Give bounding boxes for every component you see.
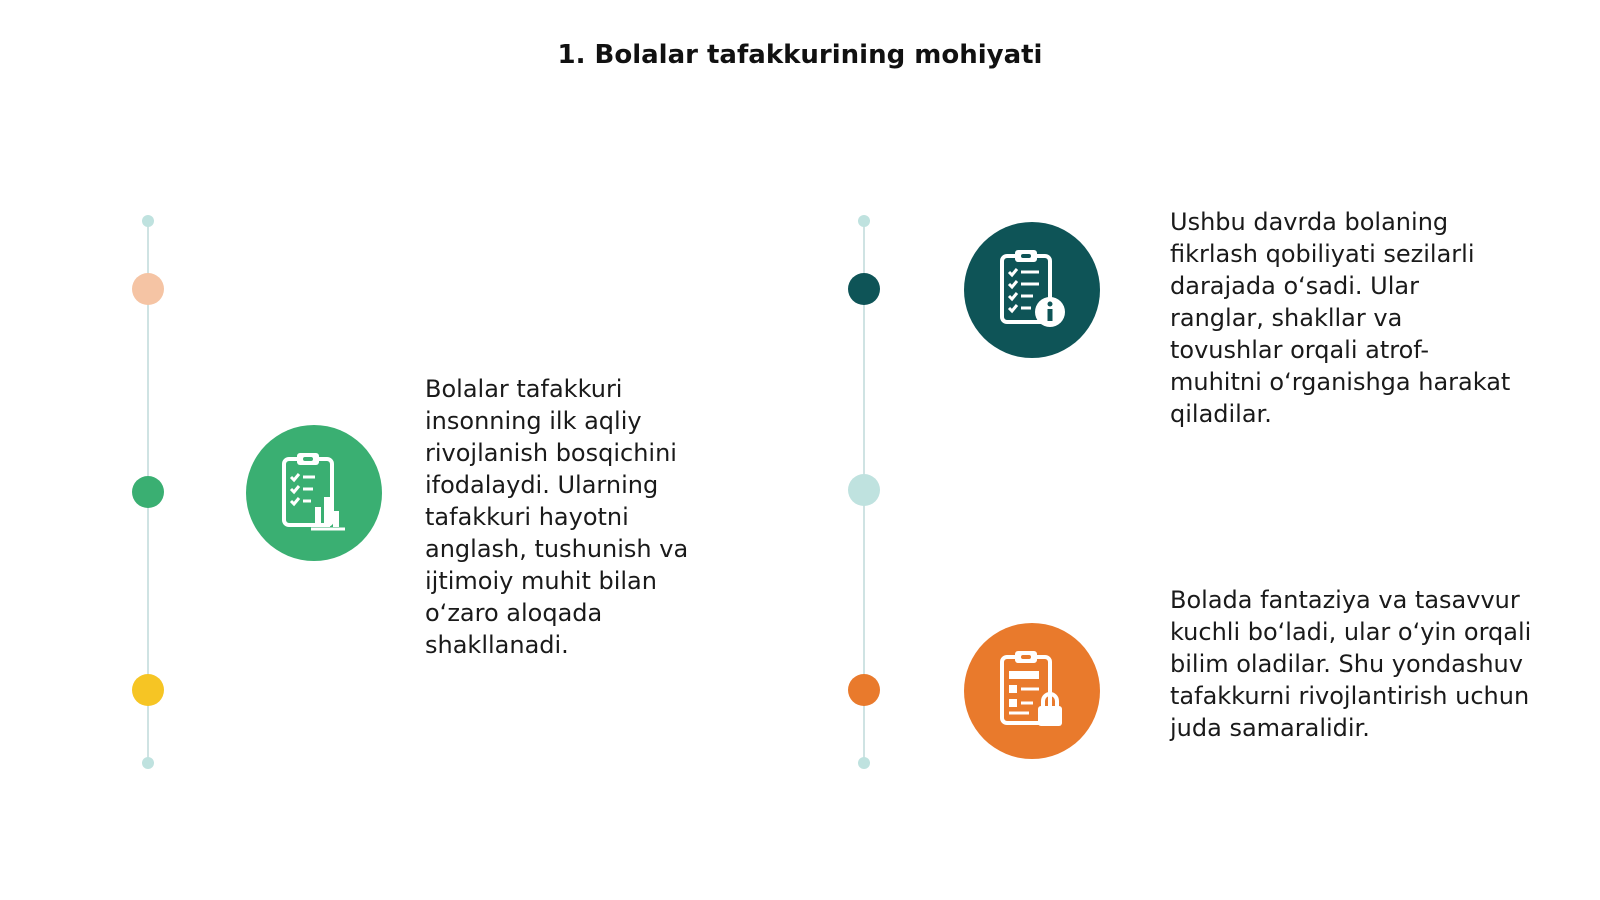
block-2-text: Ushbu davrda bolaning fikrlash qobiliyati sezilarli darajada o‘sadi. Ular ranglar, shakllar va tovushlar orqali atrof-muhitni o‘rganishga harakat qiladilar.: [1170, 208, 1511, 428]
right-timeline-dot-teal: [848, 273, 880, 305]
right-timeline-dot-orange: [848, 674, 880, 706]
left-timeline-top-cap: [142, 215, 154, 227]
page-title: 1. Bolalar tafakkurining mohiyati: [557, 40, 1043, 70]
block-1-text: Bolalar tafakkuri insonning ilk aqliy rivojlanish bosqichini ifodalaydi. Ularning tafakkuri hayotni anglash, tushunish va ijtimoiy muhit bilan o‘zaro aloqada shakllanadi.: [425, 375, 689, 659]
clipboard-chart-icon: [246, 425, 382, 561]
clipboard-info-icon: [964, 222, 1100, 358]
block-3-text: Bolada fantaziya va tasavvur kuchli bo‘ladi, ular o‘yin orqali bilim oladilar. Shu yondashuv tafakkurni rivojlantirish uchun juda samaralidir.: [1170, 586, 1532, 742]
left-timeline-dot-peach: [132, 273, 164, 305]
right-timeline-dot-mint: [848, 474, 880, 506]
left-timeline-dot-green: [132, 476, 164, 508]
right-timeline-top-cap: [858, 215, 870, 227]
left-timeline-dot-yellow: [132, 674, 164, 706]
right-timeline-bottom-cap: [858, 757, 870, 769]
clipboard-lock-icon: [964, 623, 1100, 759]
left-timeline-bottom-cap: [142, 757, 154, 769]
